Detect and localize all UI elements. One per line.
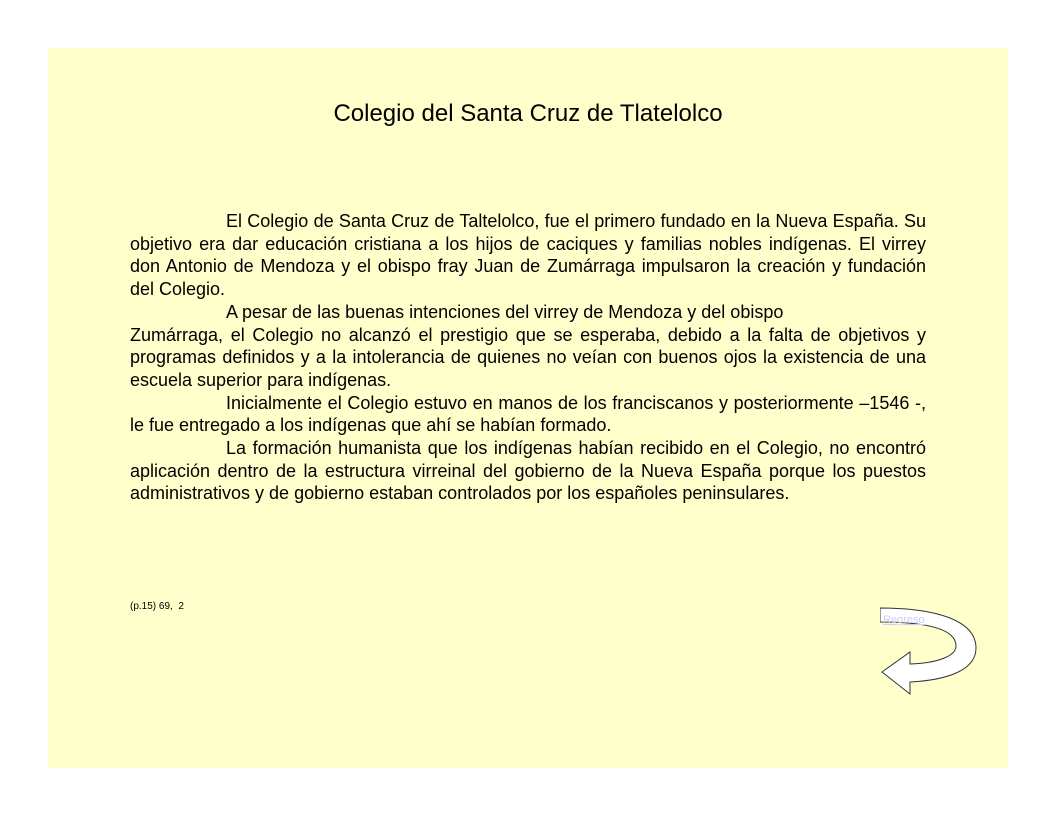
paragraph-2-continued: Zumárraga, el Colegio no alcanzó el prestigio que se esperaba, debido a la falta de objetivos y programas definidos y a la intolerancia de quienes no veían con buenos ojos la existencia de una escuela superior para indígenas.	[130, 324, 926, 390]
paragraph-1: El Colegio de Santa Cruz de Taltelolco, fue el primero fundado en la Nueva España. Su objetivo era dar educación cristiana a los hijos de caciques y familias nobles indígenas. El virrey don Antonio de Mendoza y el obispo fray Juan de Zumárraga impulsaron la creación y fundación del Colegio.	[130, 211, 926, 300]
page-title: Colegio del Santa Cruz de Tlatelolco	[333, 100, 723, 127]
body-text	[130, 210, 926, 505]
paragraph-4: La formación humanista que los indígenas habían recibido en el Colegio, no encontró aplicación dentro de la estructura virreinal del gobierno de la Nueva España porque los puestos administrativos y de gobierno estaban controlados por los españoles peninsulares.	[130, 438, 926, 504]
slide	[48, 48, 1008, 768]
citation-note: (p.15) 69, 2	[130, 601, 184, 612]
return-button[interactable]	[880, 606, 980, 706]
paragraph-2: A pesar de las buenas intenciones del virrey de Mendoza y del obispo	[226, 301, 784, 322]
paragraph-3: Inicialmente el Colegio estuvo en manos de los franciscanos y posteriormente –1546 -, le fue entregado a los indígenas que ahí se habían formado.	[130, 392, 926, 436]
return-link-label[interactable]: Regreso	[883, 614, 925, 626]
